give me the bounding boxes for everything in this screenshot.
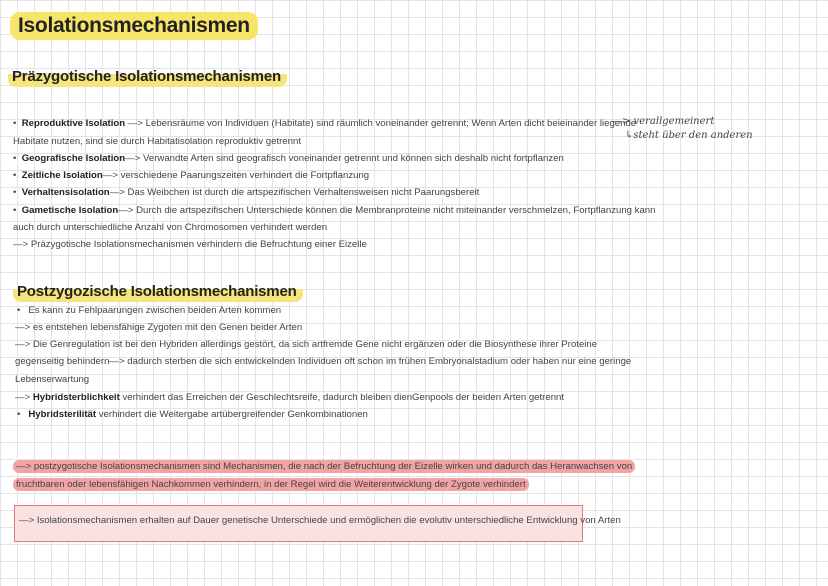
label-hybridsterilitaet: Hybridsterilität	[28, 409, 97, 420]
post-line-3: —> Die Genregulation ist bei den Hybriden allerdings gestört, da sich artfremde Gene nicht ergänzen oder die Biosynthese ihrer Proteine	[15, 339, 598, 350]
post-line-1-text: Es kann zu Fehlpaarungen zwischen beiden Arten kommen	[28, 305, 282, 316]
item-verhaltensisolation	[13, 187, 479, 199]
text-reproduktive-isolation-cont: Habitate nutzen, sind sie durch Habitatisolation reproduktiv getrennt	[13, 136, 301, 147]
page-title: Isolationsmechanismen	[10, 12, 258, 40]
item-hybridsterilitaet	[17, 409, 368, 421]
post-line-5: Lebenserwartung	[15, 374, 90, 385]
bullet: •	[13, 153, 17, 164]
label-reproduktive-isolation: Reproduktive Isolation	[21, 118, 126, 129]
heading-praezygotisch: Präzygotische Isolationsmechanismen	[8, 67, 287, 87]
label-verhaltensisolation: Verhaltensisolation	[21, 187, 110, 198]
post-line-1	[17, 305, 281, 317]
text-gametische-isolation: —> Durch die artspezifischen Unterschiede können die Membranproteine nicht miteinander verschmelzen, Fortpflanzung kann	[118, 205, 656, 216]
post-line-2: —> es entstehen lebensfähige Zygoten mit den Genen beider Arten	[15, 322, 303, 333]
bullet: •	[17, 409, 21, 420]
item-reproduktive-isolation	[13, 118, 636, 130]
text-gametische-isolation-cont: auch durch unterschiedliche Anzahl von Chromosomen verhindert werden	[13, 222, 328, 233]
label-geografische-isolation: Geografische Isolation	[21, 153, 126, 164]
item-zeitliche-isolation	[13, 170, 369, 182]
bullet: •	[13, 187, 17, 198]
heading-postzygotisch: Postzygozische Isolationsmechanismen	[13, 282, 303, 302]
item-hybridsterblichkeit: —> Hybridsterblichkeit verhindert das Erreichen der Geschlechtsreife, dadurch bleiben dienGenpools der beiden Arten getrennt	[15, 392, 565, 403]
summary-praezygotisch: —> Präzygotische Isolationsmechanismen verhindern die Befruchtung einer Eizelle	[13, 239, 367, 250]
bullet: •	[17, 305, 21, 316]
item-geografische-isolation	[13, 153, 564, 165]
definition-highlight-1: —> postzygotische Isolationsmechanismen sind Mechanismen, die nach der Befruchtung der Eizelle wirken und dadurch das Heranwachsen von	[13, 460, 635, 473]
text-hybridsterilitaet: verhindert die Weitergabe artübergreifender Genkombinationen	[96, 409, 368, 420]
text-verhaltensisolation: —> Das Weibchen ist durch die artspezifischen Verhaltensweisen nicht Paarungsbereit	[109, 187, 480, 198]
text-zeitliche-isolation: —> verschiedene Paarungszeiten verhindert die Fortpflanzung	[102, 170, 370, 181]
item-gametische-isolation	[13, 205, 655, 217]
label-hybridsterblichkeit: Hybridsterblichkeit	[32, 392, 120, 403]
label-zeitliche-isolation: Zeitliche Isolation	[21, 170, 103, 181]
bullet: •	[13, 170, 17, 181]
text-reproduktive-isolation: —> Lebensräume von Individuen (Habitate) sind räumlich voneinander getrennt; Wenn Arten dicht beieinander liegende	[125, 118, 637, 129]
definition-highlight-2: fruchtbaren oder lebensfähigen Nachkommen verhindern, in der Regel wird die Weiterentwicklung der Zygote verhindert	[13, 478, 529, 491]
conclusion-text: —> Isolationsmechanismen erhalten auf Dauer genetische Unterschiede und ermöglichen die evolutiv unterschiedliche Entwicklung von Arten	[19, 515, 621, 526]
handwritten-note-1: —> verallgemeinert	[612, 116, 715, 127]
conclusion-box	[14, 505, 621, 542]
bullet: •	[13, 205, 17, 216]
definition-line-1	[13, 461, 635, 473]
text-geografische-isolation: —> Verwandte Arten sind geografisch voneinander getrennt und können sich deshalb nicht fortpflanzen	[125, 153, 564, 164]
post-line-4: gegenseitig behindern—> dadurch sterben die sich entwickelnden Individuen oft schon im frühen Embryonalstadium oder haben nur eine geringe	[15, 356, 632, 367]
definition-line-2	[13, 479, 529, 491]
text-hybridsterblichkeit: verhindert das Erreichen der Geschlechtsreife, dadurch bleiben dienGenpools der beiden Arten getrennt	[119, 392, 565, 403]
handwritten-note-2: ↳steht über den anderen	[625, 130, 753, 141]
bullet: •	[13, 118, 17, 129]
label-gametische-isolation: Gametische Isolation	[21, 205, 119, 216]
